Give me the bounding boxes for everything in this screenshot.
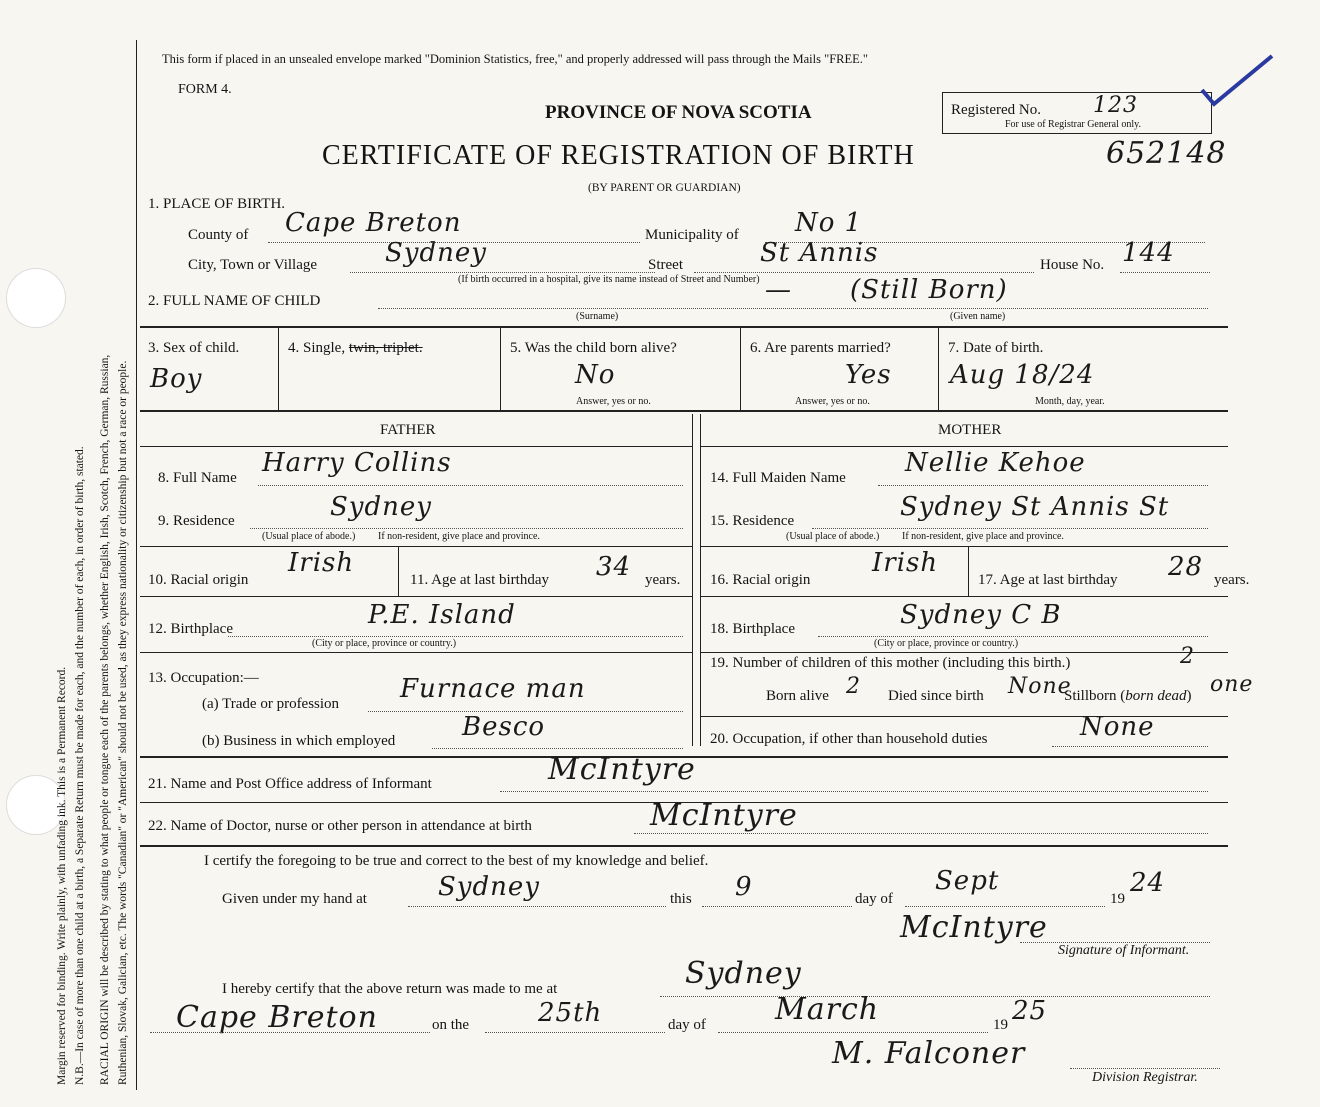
registrar-place-value: Sydney xyxy=(685,956,802,991)
born-alive-label: 5. Was the child born alive? xyxy=(510,340,677,356)
given-name-note: (Given name) xyxy=(950,311,1006,322)
city-value: Sydney xyxy=(385,238,487,268)
father-heading: FATHER xyxy=(380,422,436,438)
margin-multiple-birth-note: N.B.—In case of more than one child at a birth, a Separate Return must be made for each, and the number of each, in order of birth, stated. xyxy=(74,446,86,1085)
father-business-value: Besco xyxy=(462,712,546,742)
mother-birthplace-value: Sydney C B xyxy=(900,600,1062,630)
father-age-value: 34 xyxy=(596,552,632,582)
given-year-value: 24 xyxy=(1130,868,1166,898)
mother-children-label: 19. Number of children of this mother (including this birth.) xyxy=(710,655,1071,671)
mother-name-label: 14. Full Maiden Name xyxy=(710,470,846,486)
given-month-value: Sept xyxy=(935,866,1000,896)
father-racial-value: Irish xyxy=(288,548,355,578)
registrar-month-value: March xyxy=(775,992,880,1027)
on-the-label: on the xyxy=(432,1017,470,1033)
hospital-note: (If birth occurred in a hospital, give its name instead of Street and Number) xyxy=(458,274,760,285)
father-occupation-label: 13. Occupation:— xyxy=(148,670,259,686)
mother-birthplace-note: (City or place, province or country.) xyxy=(874,638,1019,649)
street-label: Street xyxy=(648,257,683,273)
registered-box xyxy=(942,92,1212,134)
mother-age-value: 28 xyxy=(1168,552,1204,582)
registrar-year-value: 25 xyxy=(1012,996,1048,1026)
father-birthplace-label: 12. Birthplace xyxy=(148,621,233,637)
mother-occupation-value: None xyxy=(1080,712,1155,742)
form-number: FORM 4. xyxy=(178,82,232,97)
given-year-prefix: 19 xyxy=(1110,891,1125,907)
mother-heading: MOTHER xyxy=(938,422,1002,438)
given-place-value: Sydney xyxy=(438,872,540,902)
mother-children-value: 2 xyxy=(1180,644,1195,669)
father-age-label: 11. Age at last birthday xyxy=(410,572,549,588)
margin-racial-origin-note: RACIAL ORIGIN will be described by stating to what people or tongue each of the parents belongs, whether English, Irish, Scotch, French, German, Russian, xyxy=(99,354,111,1085)
parents-married-note: Answer, yes or no. xyxy=(795,396,870,407)
mother-birthplace-label: 18. Birthplace xyxy=(710,621,795,637)
house-label: House No. xyxy=(1040,257,1105,273)
this-label: this xyxy=(670,891,692,907)
father-racial-label: 10. Racial origin xyxy=(148,572,249,588)
father-residence-value: Sydney xyxy=(330,492,432,522)
registrar-signature: M. Falconer xyxy=(832,1036,1026,1071)
child-surname: — xyxy=(765,275,792,305)
municipality-value: No 1 xyxy=(795,208,863,238)
doctor-label: 22. Name of Doctor, nurse or other person in attendance at birth xyxy=(148,818,532,834)
father-trade-label: (a) Trade or profession xyxy=(202,696,340,712)
mother-abode-note: (Usual place of abode.) xyxy=(786,531,880,542)
doctor-value: McIntyre xyxy=(650,798,798,833)
father-birthplace-value: P.E. Island xyxy=(368,600,516,630)
given-day-value: 9 xyxy=(735,872,753,902)
parents-married-label: 6. Are parents married? xyxy=(750,340,891,356)
mother-years-label: years. xyxy=(1214,572,1250,588)
sex-label: 3. Sex of child. xyxy=(148,340,240,356)
registrar-general-note: For use of Registrar General only. xyxy=(1005,119,1141,130)
born-alive-count-value: 2 xyxy=(846,674,861,699)
father-business-label: (b) Business in which employed xyxy=(202,733,396,749)
mail-notice: This form if placed in an unsealed envelope marked "Dominion Statistics, free," and properly addressed will pass through the Mails "FREE." xyxy=(162,52,869,66)
single-text: 4. Single, xyxy=(288,340,349,356)
house-value: 144 xyxy=(1122,238,1175,268)
date-of-birth-value: Aug 18/24 xyxy=(950,360,1095,390)
registered-value: 123 xyxy=(1093,93,1138,118)
mother-name-value: Nellie Kehoe xyxy=(905,448,1086,478)
certify-statement: I certify the foregoing to be true and correct to the best of my knowledge and belief. xyxy=(204,853,709,869)
signature-informant-label: Signature of Informant. xyxy=(1058,943,1190,958)
registrar-day-value: 25th xyxy=(538,998,603,1028)
mother-age-label: 17. Age at last birthday xyxy=(978,572,1118,588)
mother-occupation-label: 20. Occupation, if other than household duties xyxy=(710,731,988,747)
sex-value: Boy xyxy=(150,364,203,394)
informant-value: McIntyre xyxy=(548,752,696,787)
registrar-statement: I hereby certify that the above return was made to me at xyxy=(222,981,558,997)
mother-nonresident-note: If non-resident, give place and province. xyxy=(902,531,1064,542)
page-title: CERTIFICATE OF REGISTRATION OF BIRTH xyxy=(322,140,915,171)
born-alive-note: Answer, yes or no. xyxy=(576,396,651,407)
died-since-birth-value: None xyxy=(1008,674,1072,699)
mother-residence-label: 15. Residence xyxy=(710,513,795,529)
child-given-name: (Still Born) xyxy=(850,275,1008,305)
parents-married-value: Yes xyxy=(845,360,892,390)
mother-racial-value: Irish xyxy=(872,548,939,578)
surname-note: (Surname) xyxy=(576,311,619,322)
page-subtitle: (BY PARENT OR GUARDIAN) xyxy=(588,182,741,194)
born-alive-count-label: Born alive xyxy=(766,688,829,704)
mother-racial-label: 16. Racial origin xyxy=(710,572,811,588)
father-name-value: Harry Collins xyxy=(262,448,452,478)
died-since-birth-label: Died since birth xyxy=(888,688,984,704)
stillborn-value: one xyxy=(1210,672,1254,697)
father-nonresident-note: If non-resident, give place and province. xyxy=(378,531,540,542)
informant-signature: McIntyre xyxy=(900,910,1048,945)
municipality-label: Municipality of xyxy=(645,227,739,243)
margin-racial-origin-note-2: Ruthenian, Slovak, Galician, etc. The words "Canadian" or "American" should not be used, as they express nationality or citizenship but not a race or people. xyxy=(117,360,129,1085)
stillborn-label: Stillborn (born dead) xyxy=(1064,688,1192,704)
registered-label: Registered No. xyxy=(951,102,1041,118)
date-of-birth-label: 7. Date of birth. xyxy=(948,340,1044,356)
registrar-day-of-label: day of xyxy=(668,1017,706,1033)
county-value: Cape Breton xyxy=(285,208,462,238)
registrar-year-prefix: 19 xyxy=(993,1017,1008,1033)
child-name-label: 2. FULL NAME OF CHILD xyxy=(148,293,321,309)
father-name-label: 8. Full Name xyxy=(158,470,237,486)
born-alive-value: No xyxy=(575,360,616,390)
checkmark-icon xyxy=(1198,50,1278,110)
mother-residence-value: Sydney St Annis St xyxy=(900,492,1170,522)
father-trade-value: Furnace man xyxy=(400,674,586,704)
father-residence-label: 9. Residence xyxy=(158,513,235,529)
day-of-label: day of xyxy=(855,891,893,907)
registrar-division-value: Cape Breton xyxy=(176,1000,378,1035)
province-heading: PROVINCE OF NOVA SCOTIA xyxy=(545,102,812,123)
informant-label: 21. Name and Post Office address of Informant xyxy=(148,776,432,792)
date-of-birth-note: Month, day, year. xyxy=(1035,396,1105,407)
twin-triplet-text: twin, triplet. xyxy=(348,340,423,356)
street-value: St Annis xyxy=(760,238,879,268)
father-abode-note: (Usual place of abode.) xyxy=(262,531,356,542)
county-label: County of xyxy=(188,227,249,243)
stamped-number: 652148 xyxy=(1106,136,1227,171)
division-registrar-label: Division Registrar. xyxy=(1092,1070,1198,1085)
city-label: City, Town or Village xyxy=(188,257,318,273)
father-years-label: years. xyxy=(645,572,681,588)
place-of-birth-heading: 1. PLACE OF BIRTH. xyxy=(148,196,286,212)
margin-binding-note: Margin reserved for binding. Write plainly, with unfading ink. This is a Permanent Record. xyxy=(56,666,68,1085)
given-under-label: Given under my hand at xyxy=(222,891,367,907)
father-birthplace-note: (City or place, province or country.) xyxy=(312,638,457,649)
punch-hole xyxy=(6,268,66,328)
single-label xyxy=(288,340,423,357)
